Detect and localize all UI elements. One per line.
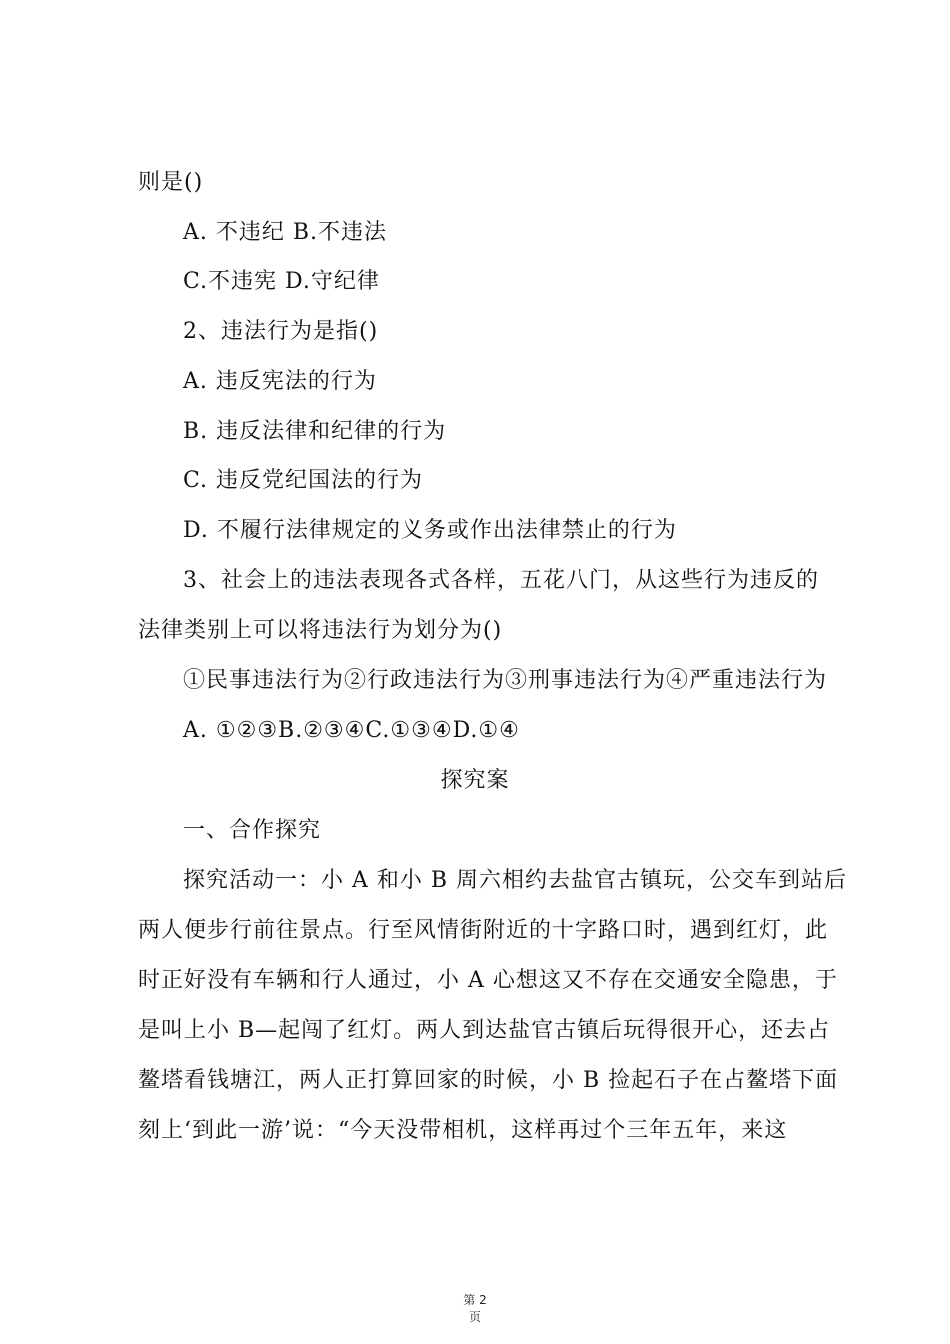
q3-statements: ①民事违法行为②行政违法行为③刑事违法行为④严重违法行为 <box>183 668 828 693</box>
text-line-continuation: 则是() <box>138 170 204 195</box>
page-number-line-2: 页 <box>468 1310 481 1324</box>
section-title: 探究案 <box>440 768 510 793</box>
question-3-line-1: 3、社会上的违法表现各式各样，五花八门，从这些行为违反的 <box>183 568 819 593</box>
question-2: 2、违法行为是指() <box>183 319 379 344</box>
activity-paragraph-line-5: 鳌塔看钱塘江，两人正打算回家的时候，小 B 捡起石子在占鳌塔下面 <box>138 1068 839 1093</box>
activity-paragraph-line-6: 刻上‘到此一游’说：“今天没带相机，这样再过个三年五年，来这 <box>138 1118 788 1143</box>
activity-paragraph-line-4: 是叫上小 B—起闯了红灯。两人到达盐官古镇后玩得很开心，还去占 <box>138 1018 831 1043</box>
subsection-heading: 一、合作探究 <box>183 818 322 843</box>
question-3-line-2: 法律类别上可以将违法行为划分为() <box>138 618 503 643</box>
q2-option-a: A. 违反宪法的行为 <box>183 369 377 394</box>
page-number-line-1: 第 2 <box>463 1293 487 1307</box>
q1-options-ab: A. 不违纪 B.不违法 <box>183 220 388 245</box>
q3-options: A. ①②③B.②③④C.①③④D.①④ <box>183 718 520 743</box>
q2-option-b: B. 违反法律和纪律的行为 <box>183 419 447 444</box>
q2-option-c: C. 违反党纪国法的行为 <box>183 468 424 493</box>
activity-paragraph-line-2: 两人便步行前往景点。行至风情街附近的十字路口时，遇到红灯，此 <box>138 918 829 943</box>
activity-paragraph-line-1: 探究活动一：小 A 和小 B 周六相约去盐官古镇玩，公交车到站后 <box>183 868 848 893</box>
q2-option-d: D. 不履行法律规定的义务或作出法律禁止的行为 <box>183 518 677 543</box>
q1-options-cd: C.不违宪 D.守纪律 <box>183 269 380 294</box>
activity-paragraph-line-3: 时正好没有车辆和行人通过，小 A 心想这又不存在交通安全隐患，于 <box>138 968 838 993</box>
